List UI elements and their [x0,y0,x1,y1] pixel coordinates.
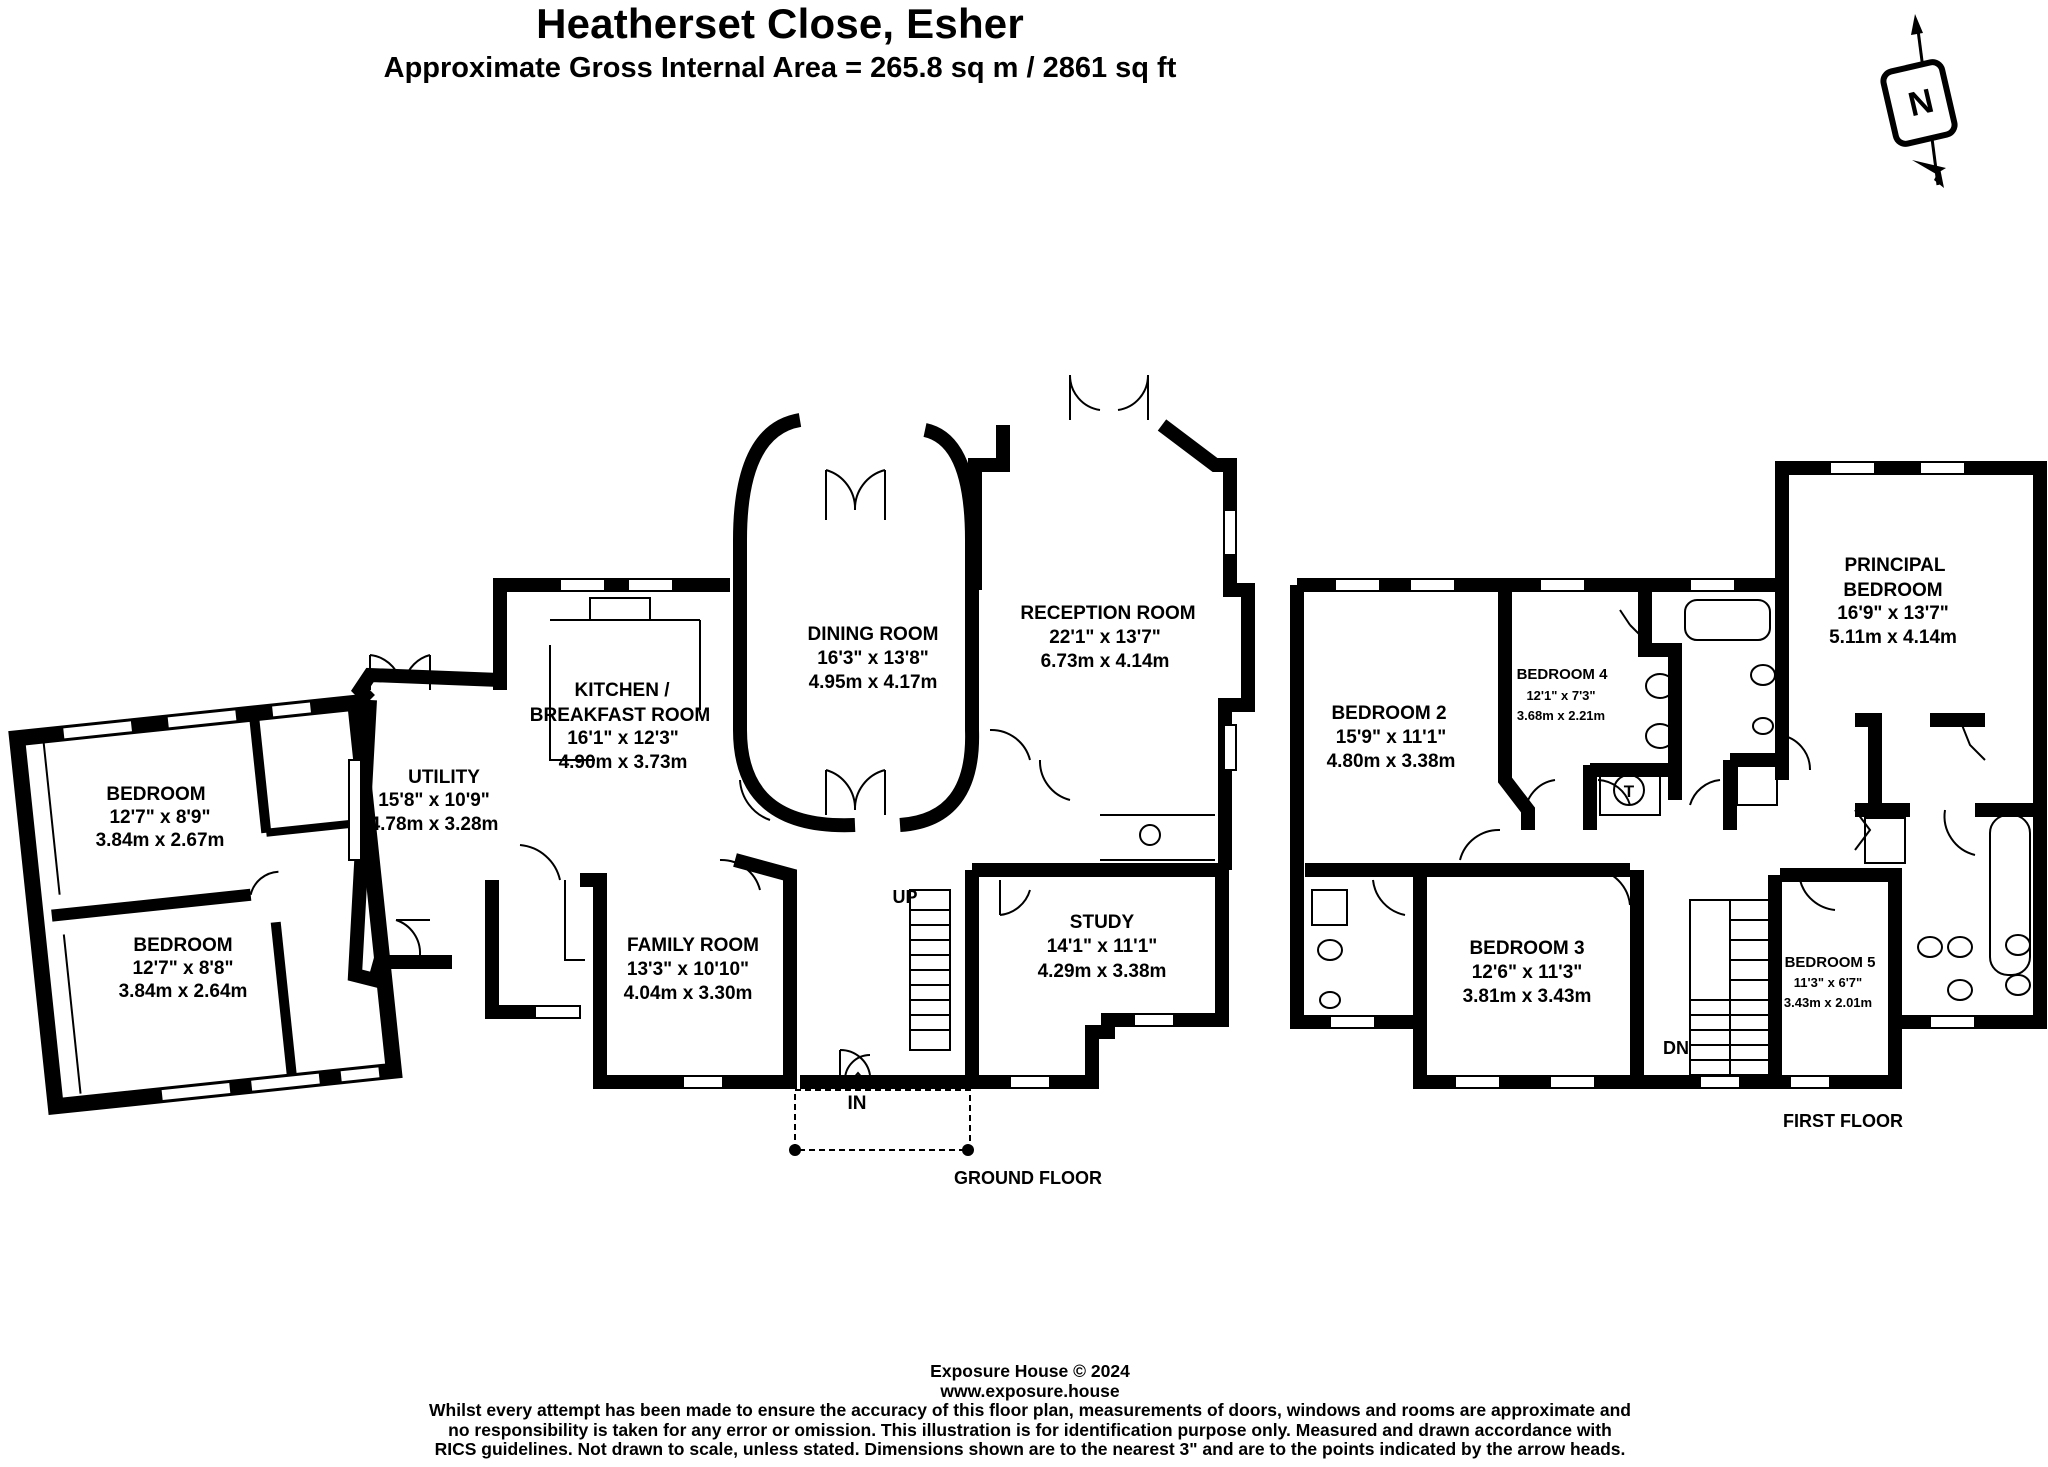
room-name: FAMILY ROOM [627,935,759,956]
room-label-reception [1020,603,1195,672]
ground-floor-walls [355,420,1248,1082]
room-label-utility [370,767,499,835]
room-name: UTILITY [408,767,480,788]
room-name: BEDROOM 4 [1516,666,1608,683]
room-name: KITCHEN / [574,680,670,701]
room-imperial: 14'1" x 11'1" [1046,936,1158,957]
first-floor-label: FIRST FLOOR [1783,1111,1903,1131]
room-metric: 6.73m x 4.14m [1040,651,1170,672]
annexe-walls [16,697,394,1112]
room-metric: 4.78m x 3.28m [369,814,499,835]
north-label: N [1904,81,1938,125]
room-label-family [624,935,759,1004]
room-imperial: 12'7" x 8'9" [109,807,211,828]
disclaimer-line: Whilst every attempt has been made to ensure the accuracy of this floor plan, measurements of doors, windows and rooms are approximate and [429,1400,1631,1420]
room-name-2: BREAKFAST ROOM [529,705,711,726]
room-label-annexe-bedroom-1 [96,784,225,851]
room-imperial: 22'1" x 13'7" [1049,627,1161,648]
room-metric: 4.04m x 3.30m [623,983,753,1004]
room-name: BEDROOM 3 [1469,938,1585,959]
entrance-label: IN [847,1093,867,1114]
room-label-bedroom-5 [1784,954,1876,1010]
first-floor-staircase [1690,900,1770,1075]
room-metric: 5.11m x 4.14m [1829,627,1957,648]
ground-floor-staircase [910,890,950,1050]
room-metric: 4.29m x 3.38m [1037,961,1167,982]
room-imperial: 15'9" x 11'1" [1335,727,1447,748]
room-label-dining [808,624,939,693]
disclaimer-line: RICS guidelines. Not drawn to scale, unless stated. Dimensions shown are to the nearest 3" and are to the points indicated by the arrow heads. [434,1439,1626,1459]
room-metric: 3.84m x 2.64m [118,981,248,1002]
room-name: STUDY [1069,912,1135,933]
porch [789,1055,974,1156]
room-metric: 3.68m x 2.21m [1516,708,1606,723]
room-name-2: BEDROOM [1843,580,1943,601]
north-arrow-icon [1881,14,1956,188]
room-imperial: 16'1" x 12'3" [567,728,679,749]
room-metric: 4.80m x 3.38m [1326,751,1456,772]
room-name: PRINCIPAL [1844,555,1946,576]
stairs-down-label: DN [1663,1038,1689,1058]
room-imperial: 15'8" x 10'9" [378,790,490,811]
room-imperial: 16'3" x 13'8" [817,648,929,669]
room-metric: 4.95m x 4.17m [808,672,938,693]
stairs-up-label: UP [892,887,918,907]
footer [330,1362,1730,1460]
copyright-text: Exposure House © 2024 [930,1361,1130,1381]
room-metric: 4.90m x 3.73m [558,752,688,773]
room-label-study [1038,912,1167,982]
gross-area-subtitle: Approximate Gross Internal Area = 265.8 sq m / 2861 sq ft [383,52,1177,84]
ground-floor-label: GROUND FLOOR [954,1168,1102,1188]
room-metric: 3.43m x 2.01m [1783,995,1873,1010]
room-label-annexe-bedroom-2 [119,935,248,1002]
room-metric: 3.81m x 3.43m [1462,986,1592,1007]
room-label-principal-bedroom [1829,555,1957,648]
website-text: www.exposure.house [940,1380,1120,1401]
room-imperial: 12'7" x 8'8" [132,958,234,979]
room-imperial: 16'9" x 13'7" [1837,603,1949,624]
room-name: BEDROOM [133,935,233,956]
room-label-bedroom-2 [1327,703,1456,772]
room-label-bedroom-4 [1517,666,1609,723]
room-imperial: 12'1" x 7'3" [1526,688,1596,703]
room-name: BEDROOM [106,784,206,805]
room-name: RECEPTION ROOM [1020,603,1196,624]
room-imperial: 12'6" x 11'3" [1471,962,1583,983]
room-metric: 3.84m x 2.67m [95,830,225,851]
room-imperial: 11'3" x 6'7" [1793,975,1863,990]
room-imperial: 13'3" x 10'10" [626,959,750,980]
page-title: Heatherset Close, Esher [536,0,1024,47]
room-name: BEDROOM 5 [1784,954,1876,971]
room-label-bedroom-3 [1463,938,1592,1007]
disclaimer-line: no responsibility is taken for any error or omission. This illustration is for identification purpose only. Measured and drawn accordance with [448,1419,1612,1440]
room-name: BEDROOM 2 [1331,703,1447,724]
tank-label: T [1623,782,1635,801]
room-name: DINING ROOM [807,624,939,645]
